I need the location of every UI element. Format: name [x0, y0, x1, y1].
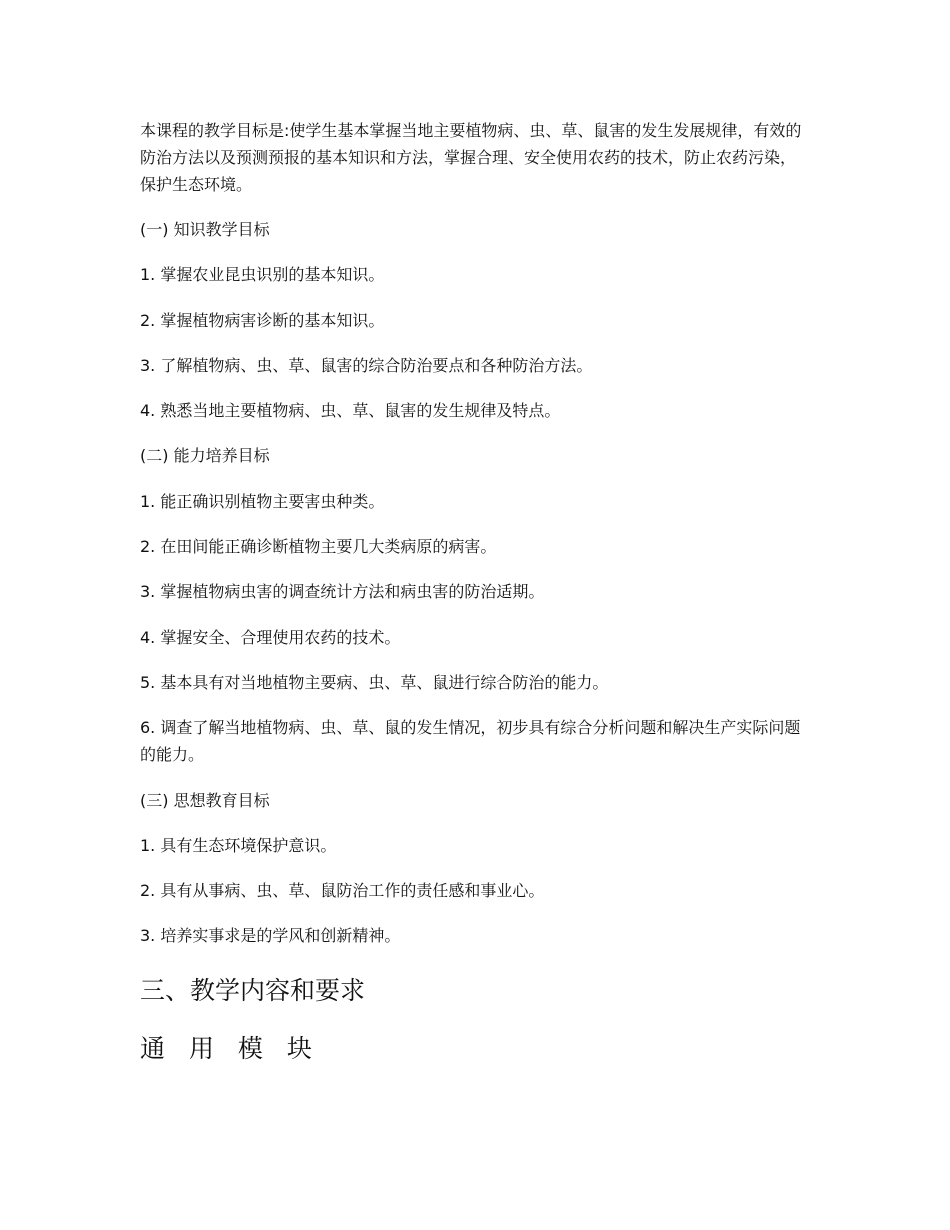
- list-item: 2. 掌握植物病害诊断的基本知识。: [140, 310, 385, 330]
- list-item: 1. 掌握农业昆虫识别的基本知识。: [140, 265, 385, 285]
- list-item: 2. 在田间能正确诊断植物主要几大类病原的病害。: [140, 537, 497, 557]
- list-item: 5. 基本具有对当地植物主要病、虫、草、鼠进行综合防治的能力。: [140, 672, 609, 692]
- chapter-heading: 三、教学内容和要求: [140, 976, 366, 1006]
- list-item: 4. 掌握安全、合理使用农药的技术。: [140, 627, 401, 647]
- list-item: 3. 培养实事求是的学风和创新精神。: [140, 926, 401, 946]
- list-item: 4. 熟悉当地主要植物病、虫、草、鼠害的发生规律及特点。: [140, 401, 561, 421]
- list-item: 3. 了解植物病、虫、草、鼠害的综合防治要点和各种防治方法。: [140, 355, 593, 375]
- module-heading: 通 用 模 块: [140, 1034, 320, 1064]
- section-heading-knowledge: (一) 知识教学目标: [140, 220, 270, 239]
- list-item: 2. 具有从事病、虫、草、鼠防治工作的责任感和事业心。: [140, 881, 545, 901]
- section-heading-ability: (二) 能力培养目标: [140, 446, 270, 466]
- list-item: 1. 具有生态环境保护意识。: [140, 835, 337, 855]
- section-heading-ideology: (三) 思想教育目标: [140, 790, 270, 810]
- intro-paragraph: 本课程的教学目标是:使学生基本掌握当地主要植物病、虫、草、鼠害的发生发展规律，有效的防治方法以及预测预报的基本知识和方法，掌握合理、安全使用农药的技术，防止农药污染，保护生态环境。: [140, 121, 802, 194]
- list-item: 1. 能正确识别植物主要害虫种类。: [140, 491, 385, 511]
- list-item: 3. 掌握植物病虫害的调查统计方法和病虫害的防治适期。: [140, 582, 545, 602]
- list-item: 6. 调查了解当地植物病、虫、草、鼠的发生情况，初步具有综合分析问题和解决生产实际问题的能力。: [140, 718, 801, 765]
